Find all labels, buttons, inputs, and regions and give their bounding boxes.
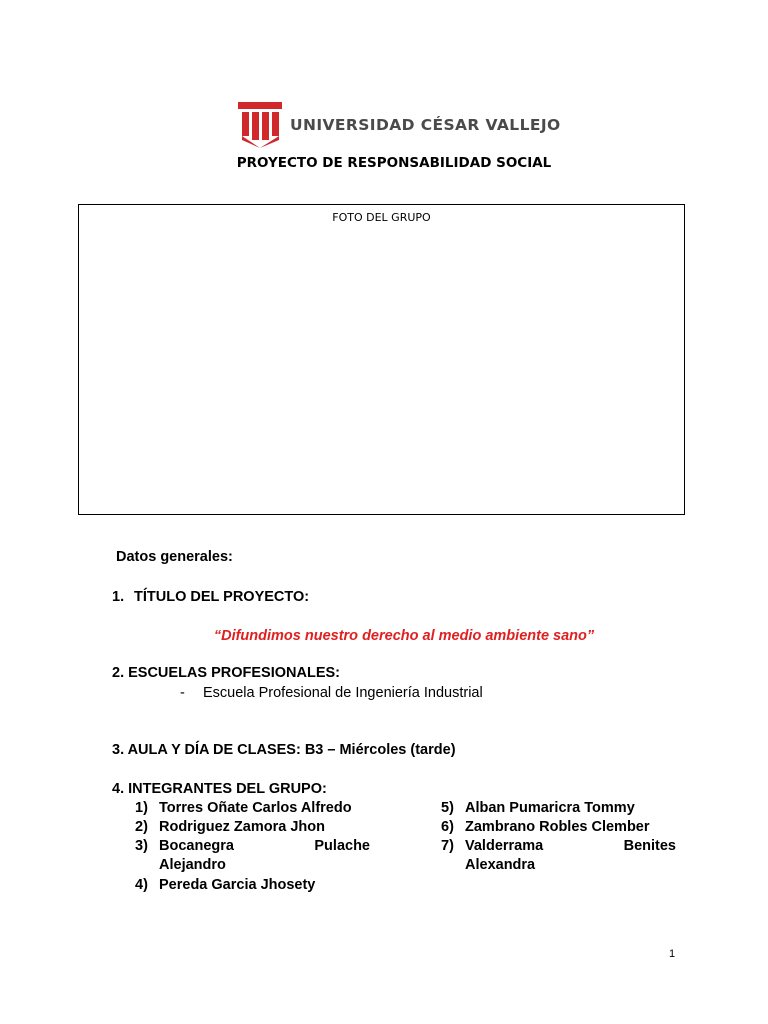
list-bullet: -	[180, 685, 185, 701]
section-4-label: 4. INTEGRANTES DEL GRUPO:	[112, 781, 327, 797]
page-number: 1	[669, 948, 676, 960]
school-item: Escuela Profesional de Ingeniería Industrial	[203, 685, 483, 701]
section-3-label: 3. AULA Y DÍA DE CLASES: B3 – Miércoles (tarde)	[112, 742, 456, 758]
project-title-quote: “Difundimos nuestro derecho al medio ambiente sano”	[213, 628, 595, 644]
member-name-continuation: Alexandra	[465, 857, 536, 873]
section-1-label: TÍTULO DEL PROYECTO:	[134, 589, 310, 605]
university-logo	[238, 102, 561, 148]
member-name-continuation: Alejandro	[159, 857, 226, 873]
section-1-number: 1.	[112, 589, 125, 605]
member-name-justified: Bocanegra Pulache	[159, 838, 370, 854]
page-title: PROYECTO DE RESPONSABILIDAD SOCIAL	[236, 155, 552, 171]
member-name-justified: Valderrama Benites	[465, 838, 676, 854]
group-photo-box	[78, 204, 685, 515]
photo-label: FOTO DEL GRUPO	[332, 211, 431, 224]
section-2-label: 2. ESCUELAS PROFESIONALES:	[112, 665, 341, 681]
ucv-logo-icon	[238, 102, 282, 148]
logo-text: UNIVERSIDAD CÉSAR VALLEJO	[290, 116, 561, 134]
general-data-heading: Datos generales:	[116, 549, 233, 565]
